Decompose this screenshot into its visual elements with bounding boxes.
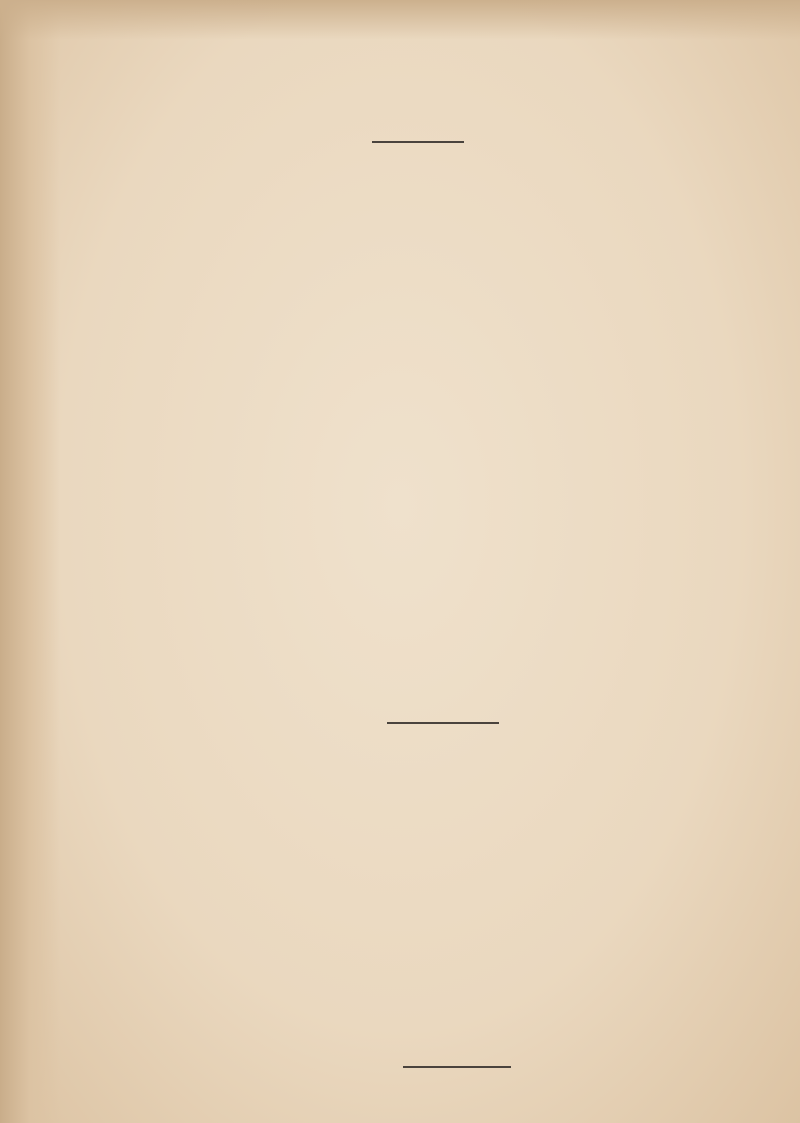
title-divider xyxy=(372,141,464,143)
page-top-shadow xyxy=(0,0,800,40)
section-divider xyxy=(403,1066,511,1068)
section-divider xyxy=(387,722,499,724)
page-edge-shadow xyxy=(0,0,60,1123)
